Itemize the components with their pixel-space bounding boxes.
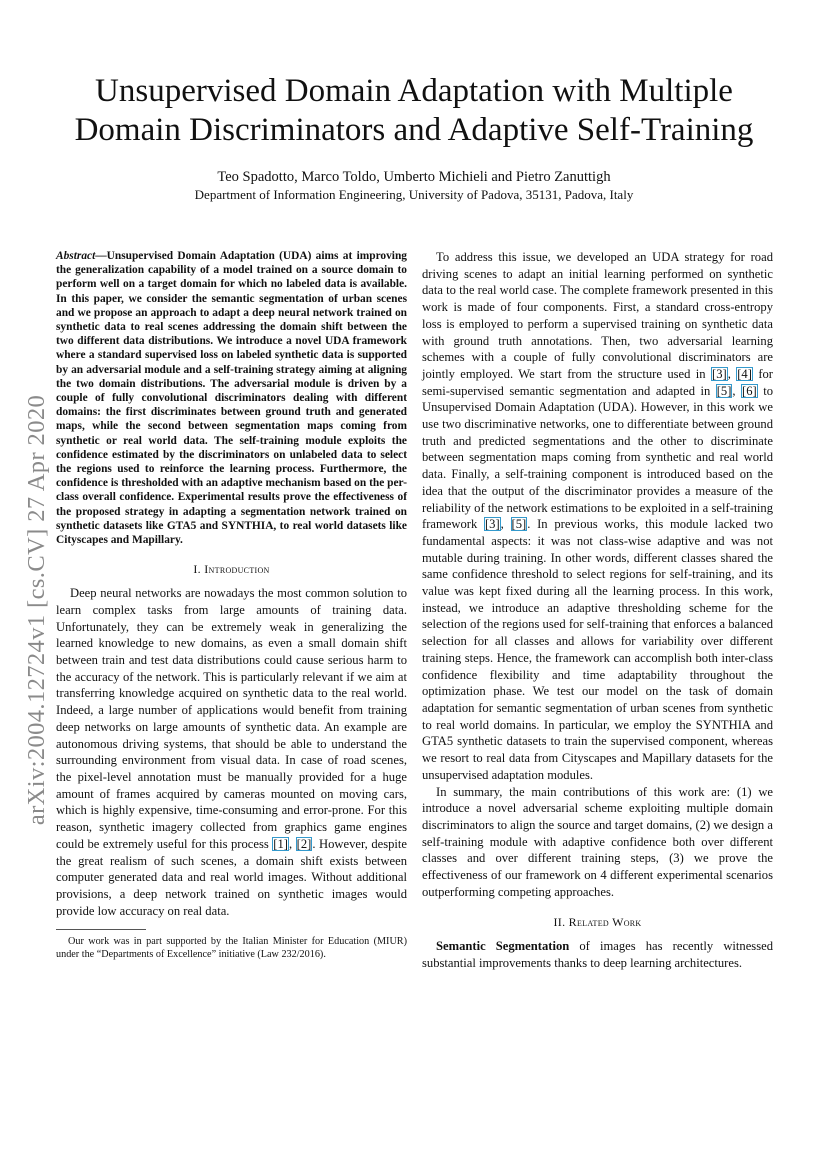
citation-link[interactable]: [1] [273,836,288,851]
intro-paragraph-2: To address this issue, we developed an UDA strategy for road driving scenes to adapt an initial learning performed on synthetic data to the real world case. The complete framework presented in this work is made of four components. First, a standard cross-entropy loss is employed to perform a supervised training on synthetic data with ground truth annotations. Then, two adversarial learning schemes with a couple of fully convolutional discriminators are jointly employed. We start from the structure used in [3], [4] for semi-supervised semantic segmentation and adapted in [5], [6] to Unsupervised Domain Adaptation (UDA). However, in this work we use two discriminative networks, one to differentiate between ground truth and predicted segmentations and the other to discriminate between segmentation maps coming from synthetic and real world data. Finally, a self-training component is introduced based on the idea that the output of the discriminator provides a measure of the reliability of the network estimations to be exploited in a self-training framework [3], [5]. In previous works, this module lacked two fundamental aspects: it was not class-wise adaptive and was not mutable during training. In other words, different classes shared the same confidence threshold to select regions for self-training, and its value was kept fixed during all the learning process. In this work, instead, we introduce an adaptive thresholding scheme for the selection of the regions used for self-training that enforces a balanced selection for all classes and allows for variability over different training steps. Hence, the framework can accomplish both inter-class confidence flexibility and time adaptability throughout the optimization phase. We test our model on the task of domain adaptation for semantic segmentation of urban scenes from synthetic to real world domains. In particular, we employ the SYNTHIA and GTA5 synthetic datasets to train the supervised component, whereas we resort to real data from Cityscapes and Mapillary datasets for the unsupervised adaptation modules. [422,250,774,782]
arxiv-stamp [14,350,60,870]
intro-paragraph: Deep neural networks are nowadays the most common solution to learn complex tasks from large amounts of training data. Unfortunately, they can be extremely weak in generalizing the learned knowledge to new domains, as even a small domain shift between train and test data distributions could cause serious harm to the accuracy of the network. This is particularly relevant if we aim at transferring knowledge acquired on synthetic data to the real world. Indeed, a large number of applications would benefit from training deep networks on large amounts of synthetic data. An example are autonomous driving systems, that should be able to understand the surrounding environment from visual data. In case of road scenes, the pixel-level annotation must be manually provided for a huge amount of frames acquired by cameras mounted on moving cars, which is highly expensive, time-consuming and error-prone. For this reason, synthetic imagery collected from graphics game engines could be extremely useful for this process [1], [2]. However, despite the great realism of such scenes, a domain shift exists between computer generated data and real world images. Without additional provisions, a deep network trained on synthetic images would provide low accuracy on real data. [56,586,408,918]
paragraph-lead: Semantic Segmentation [436,939,570,954]
arxiv-stamp-text: arXiv:2004.12724v1 [cs.CV] 27 Apr 2020 [23,394,50,826]
right-column [422,249,773,972]
abstract-label: Abstract [56,250,96,262]
section-heading-related-work: II. Related Work [553,915,642,930]
citation-link[interactable]: [4] [737,366,752,381]
paper-title: Unsupervised Domain Adaptation with Multiple Domain Discriminators and Adaptive Self-Training [74,73,754,148]
author-list: Teo Spadotto, Marco Toldo, Umberto Michieli and Pietro Zanuttigh [217,169,611,185]
section-heading-introduction: I. Introduction [193,562,270,577]
citation-link[interactable]: [3] [712,366,727,381]
footnote: Our work was in part supported by the Italian Minister for Education (MIUR) under the “Departments of Excellence” initiative (Law 232/2016). [56,936,407,960]
citation-link[interactable]: [5] [511,517,527,532]
affiliation: Department of Information Engineering, University of Padova, 35131, Padova, Italy [194,187,634,202]
abstract-text: —Unsupervised Domain Adaptation (UDA) aims at improving the generalization capability of a model trained on a source domain to perform well on a target domain for which no labeled data is available. In this paper, we consider the semantic segmentation of urban scenes and we propose an approach to adapt a deep neural network trained on synthetic data to real scenes addressing the domain shift between the two different data distributions. We introduce a novel UDA framework where a standard supervised loss on labeled synthetic data is supported by an adversarial module and a self-training strategy aiming at aligning the two domain distributions. The adversarial module is driven by a couple of fully convolutional discriminators dealing with different domains: the first discriminates between ground truth and generated maps, while the second between segmentation maps coming from synthetic or real world data. The self-training module exploits the confidence estimated by the discriminators on unlabeled data to select the regions used to reinforce the learning process. Furthermore, the confidence is thresholded with an adaptive mechanism based on the per-class overall confidence. Experimental results prove the effectiveness of the proposed strategy in adapting a segmentation network trained on synthetic datasets like GTA5 and SYNTHIA, to real world datasets like Cityscapes and Mapillary. [56,250,407,547]
abstract [56,249,407,547]
citation-link[interactable]: [2] [296,836,312,851]
footnote-divider [56,929,146,930]
citation-link[interactable]: [5] [716,383,732,398]
left-column [56,249,407,962]
citation-link[interactable]: [6] [742,383,757,398]
contributions-paragraph: In summary, the main contributions of this work are: (1) we introduce a novel adversarial scheme exploiting multiple domain discriminators to align the source and target domains, (2) we design a self-training module with adaptive confidence both over different classes and over different training steps, (3) we prove the effectiveness of our framework on 4 different experimental scenarios outperforming competing approaches. [422,784,773,899]
citation-link[interactable]: [3] [484,517,500,532]
related-work-paragraph: Semantic Segmentation of images has recently witnessed substantial improvements thanks to deep learning architectures. [422,939,773,971]
